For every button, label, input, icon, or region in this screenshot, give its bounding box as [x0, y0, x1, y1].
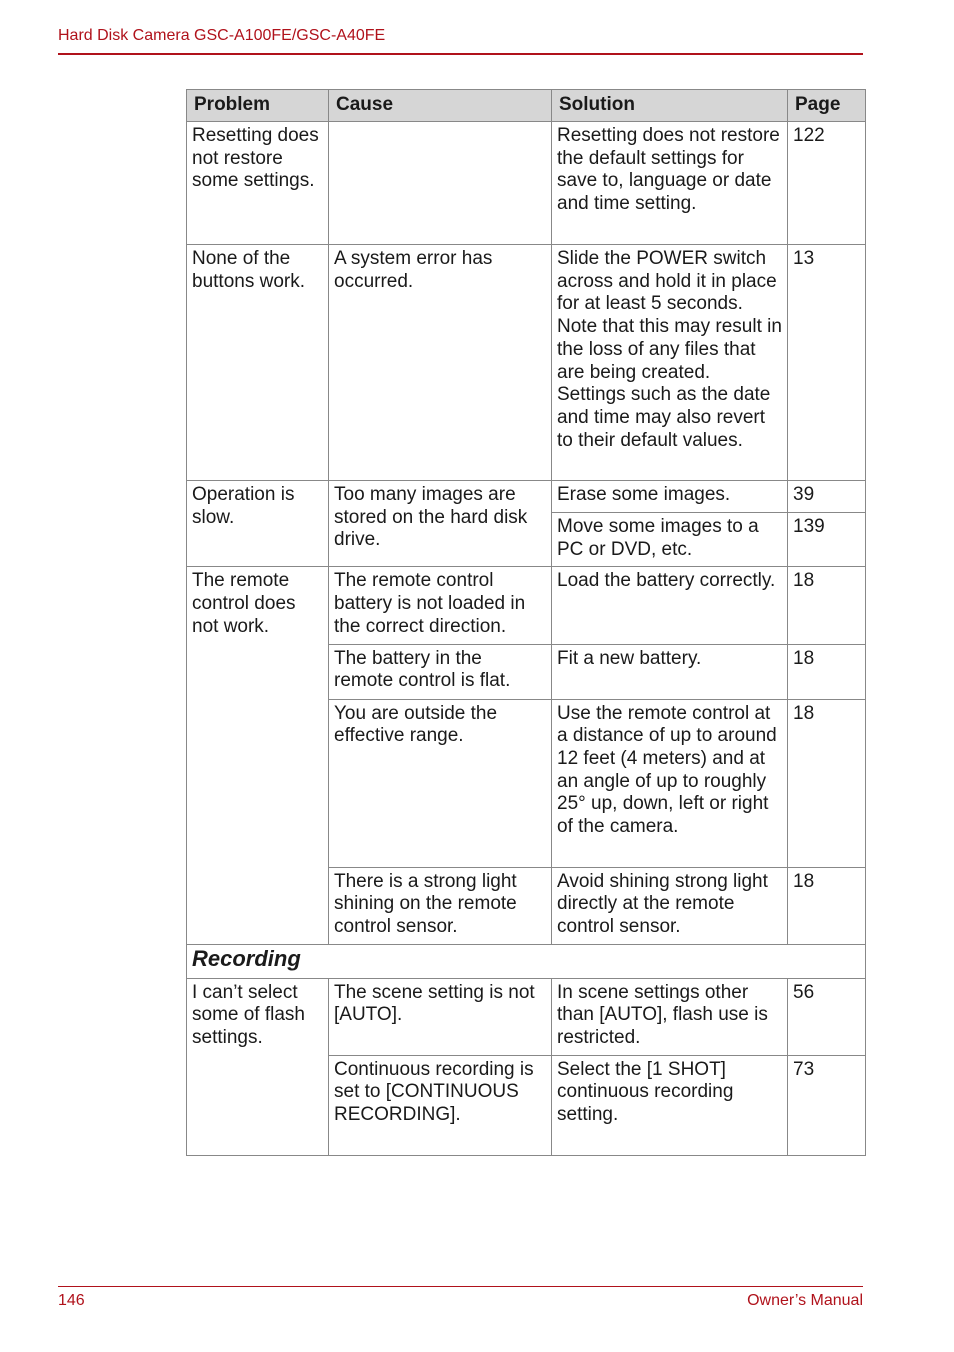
problem-cell: Operation is slow.	[187, 481, 329, 567]
section-heading-recording: Recording	[187, 944, 866, 978]
column-header-cause: Cause	[329, 90, 552, 122]
page-cell: 122	[788, 122, 866, 245]
table-row	[187, 245, 866, 481]
footer-rule	[58, 1286, 863, 1287]
table-row	[187, 481, 866, 513]
cause-cell: There is a strong light shining on the remote control sensor.	[329, 867, 552, 944]
cause-cell: The scene setting is not [AUTO].	[329, 978, 552, 1055]
document-header-title: Hard Disk Camera GSC-A100FE/GSC-A40FE	[58, 27, 386, 44]
column-header-solution: Solution	[552, 90, 788, 122]
cause-cell: The battery in the remote control is flat.	[329, 644, 552, 699]
column-header-page: Page	[788, 90, 866, 122]
page-cell: 13	[788, 245, 866, 481]
page-cell: 73	[788, 1055, 866, 1155]
solution-cell: Load the battery correctly.	[552, 567, 788, 644]
solution-cell: Erase some images.	[552, 481, 788, 513]
solution-cell: Move some images to a PC or DVD, etc.	[552, 513, 788, 567]
problem-cell: None of the buttons work.	[187, 245, 329, 481]
page-cell: 56	[788, 978, 866, 1055]
solution-cell: Select the [1 SHOT] continuous recording setting.	[552, 1055, 788, 1155]
solution-cell: Fit a new battery.	[552, 644, 788, 699]
solution-cell: Resetting does not restore the default settings for save to, language or date and time setting.	[552, 122, 788, 245]
table-row	[187, 978, 866, 1055]
cause-cell: Continuous recording is set to [CONTINUOUS RECORDING].	[329, 1055, 552, 1155]
table-header-row	[187, 90, 866, 122]
table-row	[187, 567, 866, 644]
page-cell: 18	[788, 699, 866, 867]
page-cell: 18	[788, 867, 866, 944]
solution-cell: Slide the POWER switch across and hold it in place for at least 5 seconds. Note that this may result in the loss of any files that are being created. Settings such as the date and time may also revert to their default values.	[552, 245, 788, 481]
page-cell: 39	[788, 481, 866, 513]
problem-cell: Resetting does not restore some settings.	[187, 122, 329, 245]
cause-cell: A system error has occurred.	[329, 245, 552, 481]
page-cell: 18	[788, 567, 866, 644]
troubleshooting-table	[186, 89, 866, 1156]
table-row	[187, 122, 866, 245]
problem-cell: I can’t select some of flash settings.	[187, 978, 329, 1155]
manual-title: Owner’s Manual	[747, 1292, 863, 1309]
cause-cell: You are outside the effective range.	[329, 699, 552, 867]
page-cell: 18	[788, 644, 866, 699]
section-row	[187, 944, 866, 978]
solution-cell: Use the remote control at a distance of up to around 12 feet (4 meters) and at an angle of up to roughly 25° up, down, left or right of the camera.	[552, 699, 788, 867]
page-cell: 139	[788, 513, 866, 567]
cause-cell: Too many images are stored on the hard disk drive.	[329, 481, 552, 567]
header-rule	[58, 53, 863, 55]
problem-cell: The remote control does not work.	[187, 567, 329, 944]
column-header-problem: Problem	[187, 90, 329, 122]
cause-cell: The remote control battery is not loaded in the correct direction.	[329, 567, 552, 644]
solution-cell: In scene settings other than [AUTO], flash use is restricted.	[552, 978, 788, 1055]
page-number: 146	[58, 1292, 85, 1309]
solution-cell: Avoid shining strong light directly at the remote control sensor.	[552, 867, 788, 944]
cause-cell	[329, 122, 552, 245]
